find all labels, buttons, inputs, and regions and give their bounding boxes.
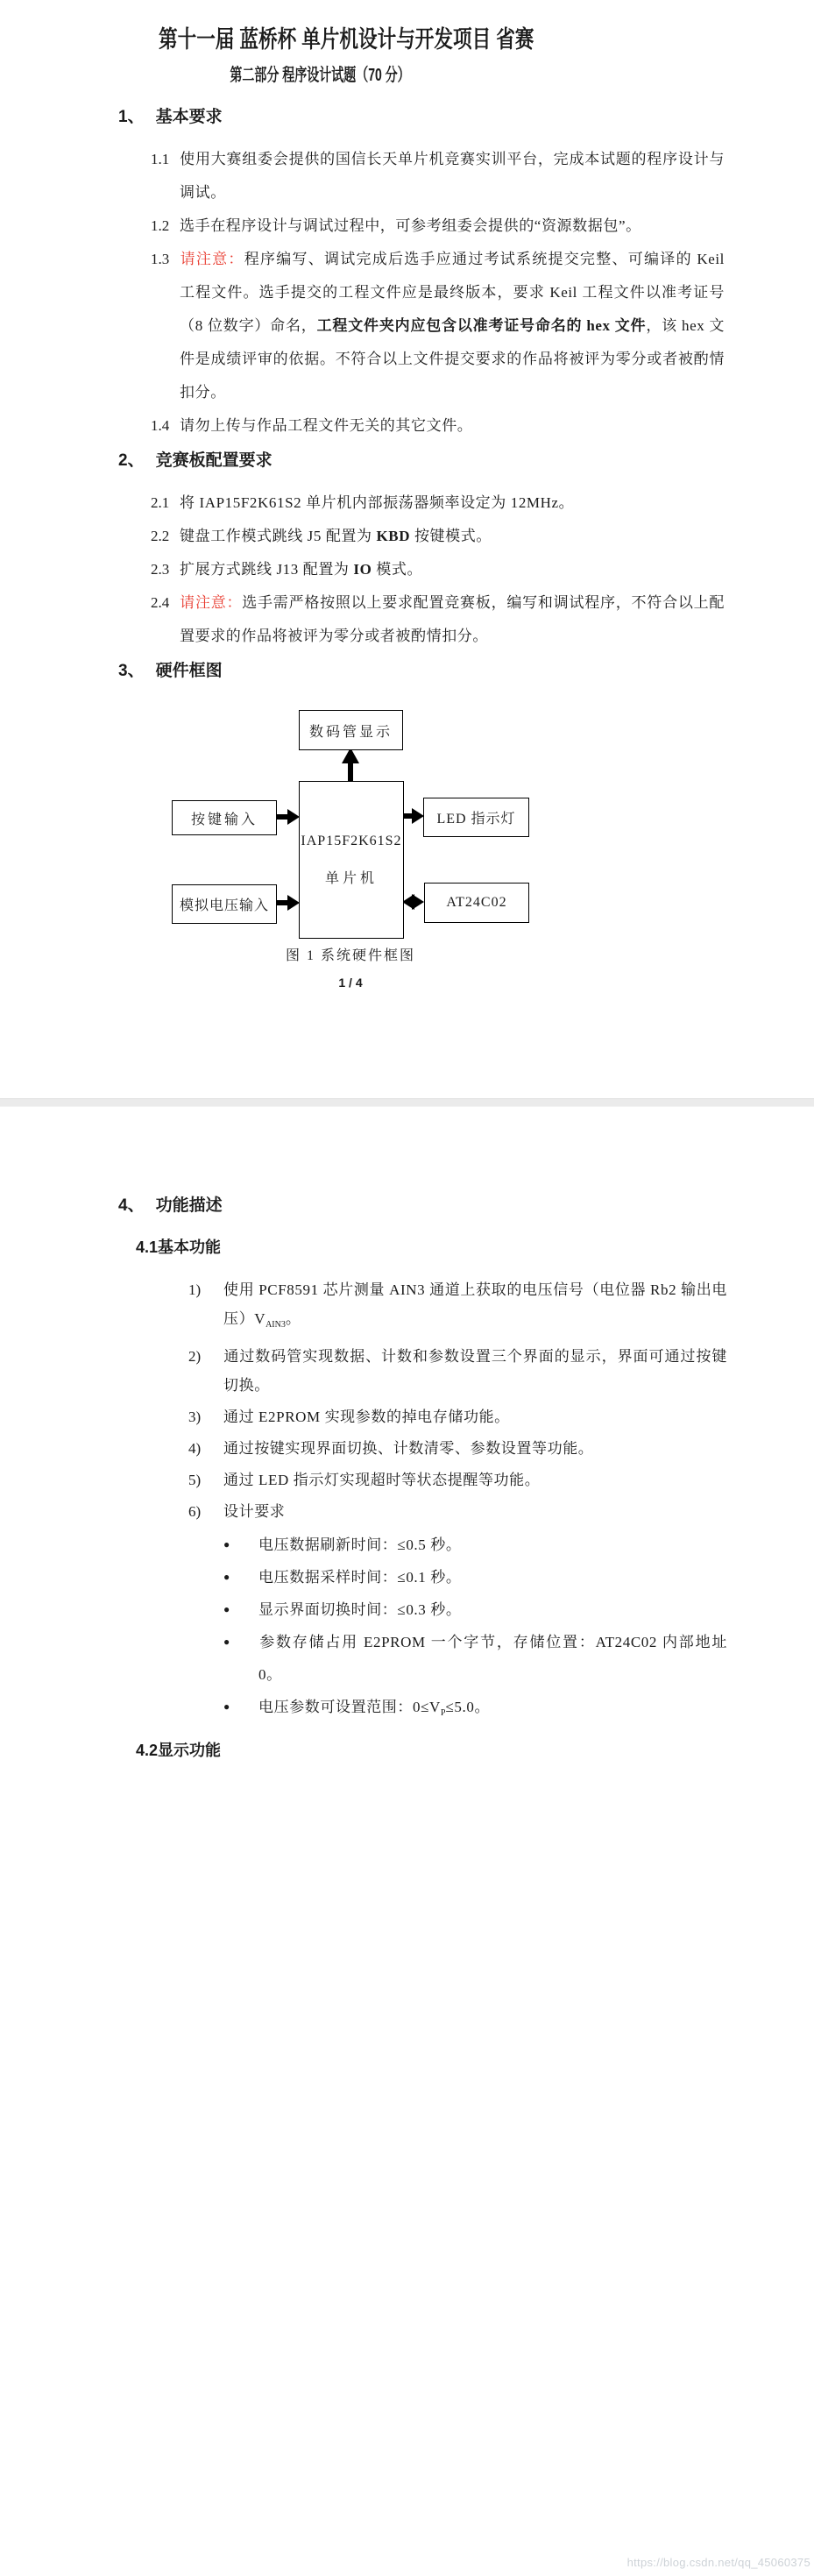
clause-text: 键盘工作模式跳线 J5 配置为 xyxy=(180,528,377,544)
warning-label: 请注意： xyxy=(180,594,243,611)
bullet-item-1 xyxy=(223,1529,727,1561)
bullet-item-4 xyxy=(223,1626,727,1691)
clause-2-4 xyxy=(151,586,725,653)
clause-bold-text: IO xyxy=(353,561,372,578)
section-number: 2、 xyxy=(118,451,145,470)
bullet-text: 显示界面切换时间：≤0.3 秒。 xyxy=(258,1601,462,1618)
diagram-box-label: 单片机 xyxy=(324,870,378,886)
bullet-item-2 xyxy=(223,1561,727,1593)
diagram-box-mcu xyxy=(299,781,404,939)
page-number: 1 / 4 xyxy=(338,976,363,990)
clause-text: 选手在程序设计与调试过程中，可参考组委会提供的“资源数据包”。 xyxy=(180,217,641,234)
list-number: 6) xyxy=(188,1503,202,1520)
section-number: 4、 xyxy=(118,1196,145,1215)
clause-number: 2.3 xyxy=(151,561,170,578)
clause-number: 1.2 xyxy=(151,217,170,234)
clause-text: ，该 hex 文件是成绩评审的依据。不符合以上文件提交要求的作品将被评为零分或者被酌情扣分。 xyxy=(180,317,725,401)
list-number: 3) xyxy=(188,1409,202,1425)
list-text: 通过按键实现界面切换、计数清零、参数设置等功能。 xyxy=(223,1440,594,1457)
bullet-icon: ● xyxy=(223,1538,230,1551)
clause-text: 选手需严格按照以上要求配置竞赛板，编写和调试程序，不符合以上配置要求的作品将被评为零分或者被酌情扣分。 xyxy=(180,594,725,644)
watermark-url: https://blog.csdn.net/qq_45060375 xyxy=(626,2556,810,2569)
diagram-box-led xyxy=(423,798,529,837)
bullet-icon: ● xyxy=(223,1700,230,1713)
clause-2-1 xyxy=(151,486,725,520)
section-1-heading xyxy=(118,103,814,132)
clause-text: 按键模式。 xyxy=(410,528,492,544)
clause-text: 模式。 xyxy=(372,561,423,578)
diagram-box-label: 按键输入 xyxy=(190,812,258,827)
clause-text: 使用大赛组委会提供的国信长天单片机竞赛实训平台，完成本试题的程序设计与调试。 xyxy=(180,151,725,201)
clause-1-2 xyxy=(151,209,725,243)
bullet-icon: ● xyxy=(223,1603,230,1615)
bullet-text: ≤5.0。 xyxy=(445,1699,491,1715)
clause-number: 1.4 xyxy=(151,417,170,434)
list-number: 5) xyxy=(188,1472,202,1488)
clause-2-3 xyxy=(151,553,725,586)
clause-bold-text: 工程文件夹内应包含以准考证号命名的 hex 文件 xyxy=(316,317,647,334)
list-item-1 xyxy=(188,1275,727,1339)
clause-1-4 xyxy=(151,409,725,443)
section-number: 3、 xyxy=(118,662,145,680)
clause-text: 将 IAP15F2K61S2 单片机内部振荡器频率设定为 12MHz。 xyxy=(180,494,575,511)
list-item-4 xyxy=(188,1434,727,1463)
document-page-1 xyxy=(0,24,814,1098)
bullet-text: 电压参数可设置范围：0≤V xyxy=(258,1699,441,1715)
list-number: 1) xyxy=(188,1281,202,1298)
bullet-item-5 xyxy=(223,1691,727,1729)
section-2-heading xyxy=(118,446,814,476)
list-item-5 xyxy=(188,1465,727,1494)
bullet-icon: ● xyxy=(223,1571,230,1583)
bullet-item-3 xyxy=(223,1593,727,1626)
list-item-3 xyxy=(188,1402,727,1431)
diagram-box-display xyxy=(299,710,403,750)
clause-number: 2.1 xyxy=(151,494,170,511)
section-4-heading xyxy=(118,1191,814,1221)
subscript-label: AIN3 xyxy=(265,1320,286,1330)
subsection-4-1-heading: 4.1基本功能 xyxy=(136,1238,222,1256)
document-page-2 xyxy=(0,1107,814,2576)
clause-number: 2.4 xyxy=(151,594,170,611)
subscript-label: P xyxy=(440,1708,446,1718)
diagram-box-label: IAP15F2K61S2 xyxy=(301,833,402,848)
page-gap-separator xyxy=(0,1098,814,1107)
bullet-text: 电压数据采样时间：≤0.1 秒。 xyxy=(258,1569,462,1586)
clause-text: 扩展方式跳线 J13 配置为 xyxy=(180,561,354,578)
list-text: 通过 LED 指示灯实现超时等状态提醒等功能。 xyxy=(223,1472,541,1488)
bullet-text: 电压数据刷新时间：≤0.5 秒。 xyxy=(258,1536,462,1553)
section-3-heading xyxy=(118,656,814,686)
diagram-box-eeprom xyxy=(424,883,529,923)
section-title: 基本要求 xyxy=(155,108,223,126)
clause-1-1 xyxy=(151,143,725,209)
section-title: 竞赛板配置要求 xyxy=(155,451,273,470)
document-title: 第十一届 蓝桥杯 单片机设计与开发项目 省赛 xyxy=(159,26,534,53)
subsection-4-2-heading: 4.2显示功能 xyxy=(136,1742,222,1759)
diagram-box-analog-input xyxy=(172,884,277,924)
section-title: 硬件框图 xyxy=(155,662,223,680)
list-text: 。 xyxy=(285,1310,301,1327)
list-item-2 xyxy=(188,1342,727,1400)
bullet-text: 参数存储占用 E2PROM 一个字节，存储位置：AT24C02 内部地址 0。 xyxy=(258,1634,727,1683)
clause-text: 请勿上传与作品工程文件无关的其它文件。 xyxy=(180,417,473,434)
list-text: 通过 E2PROM 实现参数的掉电存储功能。 xyxy=(223,1409,510,1425)
hardware-block-diagram xyxy=(0,706,814,1008)
diagram-box-label: AT24C02 xyxy=(446,895,507,910)
document-subtitle: 第二部分 程序设计试题（70 分） xyxy=(230,66,410,85)
clause-2-2 xyxy=(151,520,725,553)
clause-number: 1.1 xyxy=(151,151,170,167)
list-text: 使用 PCF8591 芯片测量 AIN3 通道上获取的电压信号（电位器 Rb2 输出电压）V xyxy=(223,1281,727,1327)
section-title: 功能描述 xyxy=(155,1196,223,1215)
list-number: 4) xyxy=(188,1440,202,1457)
diagram-box-label: 模拟电压输入 xyxy=(179,898,269,913)
bullet-icon: ● xyxy=(223,1636,230,1648)
clause-number: 1.3 xyxy=(151,251,170,267)
list-text: 设计要求 xyxy=(223,1503,286,1520)
clause-text: 程序编写、调试完成后选手应通过考试系统提交完整、可编译的 Keil 工程文件。选手提交的工程文件应是最终版本，要求 Keil 工程文件以准考证号（8 位数字）命名， xyxy=(180,251,725,334)
warning-label: 请注意： xyxy=(180,251,244,267)
section-number: 1、 xyxy=(118,108,145,126)
clause-bold-text: KBD xyxy=(376,528,411,544)
list-item-6 xyxy=(188,1497,727,1526)
list-number: 2) xyxy=(188,1348,202,1365)
diagram-box-label: LED 指示灯 xyxy=(436,812,516,827)
clause-1-3 xyxy=(151,243,725,409)
diagram-box-key-input xyxy=(172,800,277,835)
clause-number: 2.2 xyxy=(151,528,170,544)
figure-caption: 图 1 系统硬件框图 xyxy=(285,948,415,963)
list-text: 通过数码管实现数据、计数和参数设置三个界面的显示，界面可通过按键切换。 xyxy=(223,1348,727,1394)
diagram-box-label: 数码管显示 xyxy=(308,724,393,740)
